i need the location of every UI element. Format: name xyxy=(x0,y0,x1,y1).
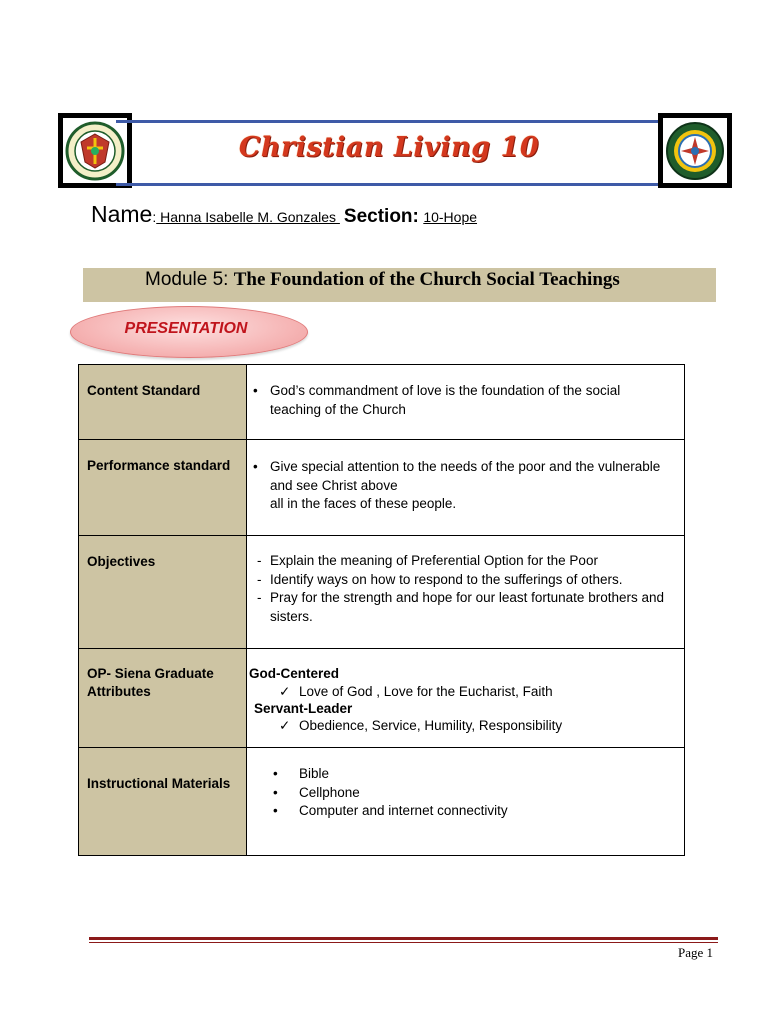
name-separator: : xyxy=(152,209,157,225)
page-number: Page 1 xyxy=(678,945,714,960)
list-item: • Computer and internet connectivity xyxy=(269,802,678,821)
bullet-icon: • xyxy=(253,383,258,398)
college-seal-icon xyxy=(665,120,725,182)
bullet-icon: • xyxy=(273,803,278,818)
bullet-icon: • xyxy=(273,784,278,800)
table-row xyxy=(79,440,684,536)
table-row xyxy=(79,536,684,649)
student-info-line xyxy=(91,201,477,228)
list-item: ✓ Love of God , Love for the Eucharist, Faith xyxy=(279,683,553,699)
list-item: • Bible xyxy=(269,765,678,784)
module-title: The Foundation of the Church Social Teachings xyxy=(233,269,620,290)
bullet-icon: • xyxy=(253,459,258,474)
list-item-continuation: sisters. xyxy=(270,608,313,624)
list-item-continuation: teaching of the Church xyxy=(270,401,406,417)
lesson-overview-table xyxy=(78,364,685,856)
list-item: ✓ Obedience, Service, Humility, Responsibility xyxy=(279,718,563,733)
list-item: • Give special attention to the needs of the poor and the vulnerable xyxy=(253,458,678,477)
list-item-continuation: all in the faces of these people. xyxy=(270,496,457,511)
list-item-continuation: and see Christ above xyxy=(270,477,398,493)
presentation-label: PRESENTATION xyxy=(124,320,248,337)
row-header: Content Standard xyxy=(79,365,247,439)
list-item: - Explain the meaning of Preferential Option for the Poor xyxy=(253,552,678,571)
attribute-group-title: God-Centered xyxy=(249,666,340,681)
attribute-group-title: Servant-Leader xyxy=(254,700,353,716)
checkmark-icon: ✓ xyxy=(279,718,291,733)
table-row xyxy=(79,748,684,855)
row-content xyxy=(247,748,684,855)
dash-icon: - xyxy=(257,571,262,587)
module-heading xyxy=(145,269,620,291)
name-value: Hanna Isabelle M. Gonzales xyxy=(156,209,340,225)
table-row xyxy=(79,365,684,440)
course-title: Christian Living 10 xyxy=(238,132,540,163)
row-header: Objectives xyxy=(79,536,247,648)
dash-icon: - xyxy=(257,553,262,568)
list-item: • Cellphone xyxy=(269,784,678,803)
footer-rule xyxy=(89,937,718,940)
row-content xyxy=(247,649,684,747)
list-item: - Identify ways on how to respond to the sufferings of others. xyxy=(253,571,678,590)
checkmark-icon: ✓ xyxy=(279,683,291,699)
name-label: Name xyxy=(91,201,153,227)
bullet-icon: • xyxy=(273,766,278,781)
footer-rule-thin xyxy=(89,942,718,943)
dash-icon: - xyxy=(257,590,262,605)
row-header: Instructional Materials xyxy=(79,748,247,855)
list-item: • God’s commandment of love is the foundation of the social xyxy=(253,382,678,401)
row-header: OP- Siena Graduate Attributes xyxy=(79,649,247,747)
table-row xyxy=(79,649,684,748)
section-label: Section: xyxy=(343,206,419,227)
module-label: Module 5: xyxy=(145,269,229,290)
row-content xyxy=(247,440,684,535)
row-header: Performance standard xyxy=(79,440,247,535)
list-item: - Pray for the strength and hope for our least fortunate brothers and xyxy=(253,589,678,608)
section-value: 10-Hope xyxy=(423,209,478,225)
right-school-logo xyxy=(658,113,732,188)
row-content xyxy=(247,536,684,648)
row-content xyxy=(247,365,684,439)
